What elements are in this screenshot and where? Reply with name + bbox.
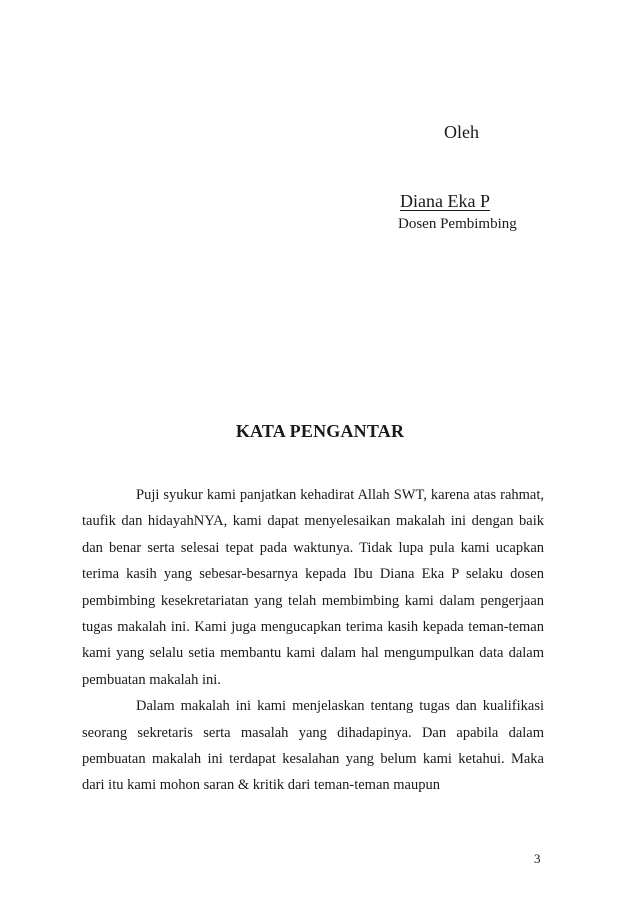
oleh-label: Oleh: [444, 122, 479, 142]
paragraph: Dalam makalah ini kami menjelaskan tentang tugas dan kualifikasi seorang sekretaris serta masalah yang dihadapinya. Dan apabila dalam pembuatan makalah ini terdapat kesalahan yang belum kami ketahui. Maka dari itu kami mohon saran & kritik dari teman-teman maupun: [82, 698, 544, 794]
author-role: Dosen Pembimbing: [398, 216, 517, 232]
page-number: 3: [534, 851, 541, 866]
author-name: Diana Eka P: [400, 191, 490, 211]
section-heading: KATA PENGANTAR: [235, 421, 405, 441]
paragraph: Puji syukur kami panjatkan kehadirat Allah SWT, karena atas rahmat, taufik dan hidayahNYA, kami dapat menyelesaikan makalah ini dengan baik dan benar serta selesai tepat pada waktunya. Tidak lupa pula kami ucapkan terima kasih yang sebesar-besarnya kepada Ibu Diana Eka P selaku dosen pembimbing kesekretariatan yang telah membimbing kami dalam pengerjaan tugas makalah ini. Kami juga mengucapkan terima kasih kepada teman-teman kami yang selalu setia membantu kami dalam hal mengumpulkan data dalam pembuatan makalah ini.: [82, 487, 544, 688]
signature-block: [398, 190, 517, 234]
section-heading-wrapper: [0, 421, 638, 442]
body-text: [82, 482, 544, 799]
